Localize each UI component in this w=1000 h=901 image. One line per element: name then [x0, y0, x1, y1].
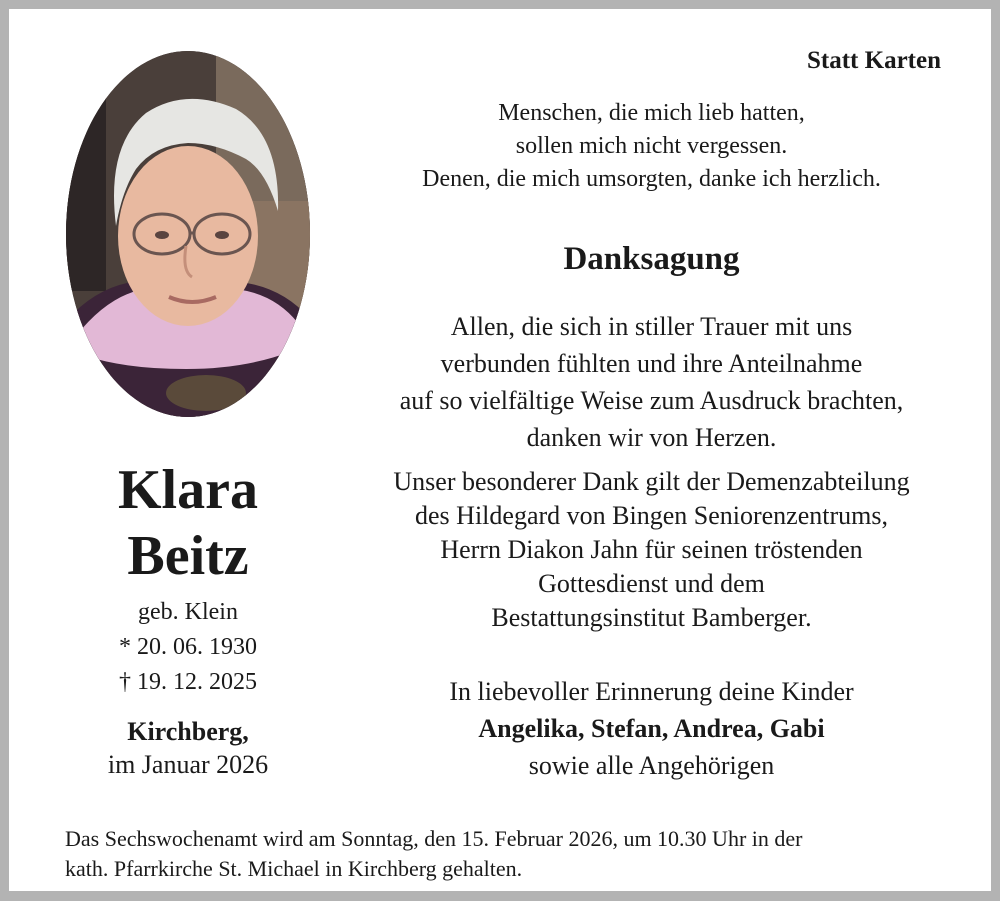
children-names: Angelika, Stefan, Andrea, Gabi [478, 714, 825, 743]
poem-line: sollen mich nicht vergessen. [515, 133, 788, 159]
special-line: des Hildegard von Bingen Seniorenzentrums, [415, 501, 888, 530]
place-date [59, 715, 317, 781]
special-line: Gottesdienst und dem [538, 569, 765, 598]
poem [354, 97, 949, 196]
last-name: Beitz [127, 525, 249, 587]
relatives: sowie alle Angehörigen [528, 751, 775, 780]
special-line: Bestattungsinstitut Bamberger. [491, 603, 812, 632]
memory-intro: In liebevoller Erinnerung deine Kinder [449, 677, 854, 706]
heading: Danksagung [563, 241, 740, 277]
birth-date: * 20. 06. 1930 [119, 634, 257, 660]
thanks-text [339, 308, 964, 456]
poem-line: Denen, die mich umsorgten, danke ich herzlich. [422, 166, 881, 192]
thanks-line: auf so vielfältige Weise zum Ausdruck brachten, [399, 386, 904, 415]
footer-note [65, 824, 975, 884]
maiden-name: geb. Klein [138, 599, 238, 625]
special-line: Unser besonderer Dank gilt der Demenzabteilung [393, 467, 910, 496]
first-name: Klara [118, 459, 258, 521]
date: im Januar 2026 [107, 750, 269, 779]
portrait-illustration [66, 51, 310, 417]
death-date: † 19. 12. 2025 [119, 669, 257, 695]
thanks-line: Allen, die sich in stiller Trauer mit uns [450, 312, 853, 341]
memory-block [339, 673, 964, 784]
special-line: Herrn Diakon Jahn für seinen tröstenden [440, 535, 863, 564]
special-thanks [339, 465, 964, 635]
thanks-line: danken wir von Herzen. [526, 423, 777, 452]
footer-line: kath. Pfarrkirche St. Michael in Kirchberg gehalten. [65, 856, 523, 881]
deceased-info [59, 457, 317, 781]
thanks-line: verbunden fühlten und ihre Anteilnahme [440, 349, 863, 378]
place: Kirchberg, [127, 717, 249, 746]
portrait-photo [66, 51, 310, 417]
header-note: Statt Karten [807, 47, 941, 74]
poem-line: Menschen, die mich lieb hatten, [498, 100, 805, 126]
footer-line: Das Sechswochenamt wird am Sonntag, den 15. Februar 2026, um 10.30 Uhr in der [65, 826, 803, 851]
